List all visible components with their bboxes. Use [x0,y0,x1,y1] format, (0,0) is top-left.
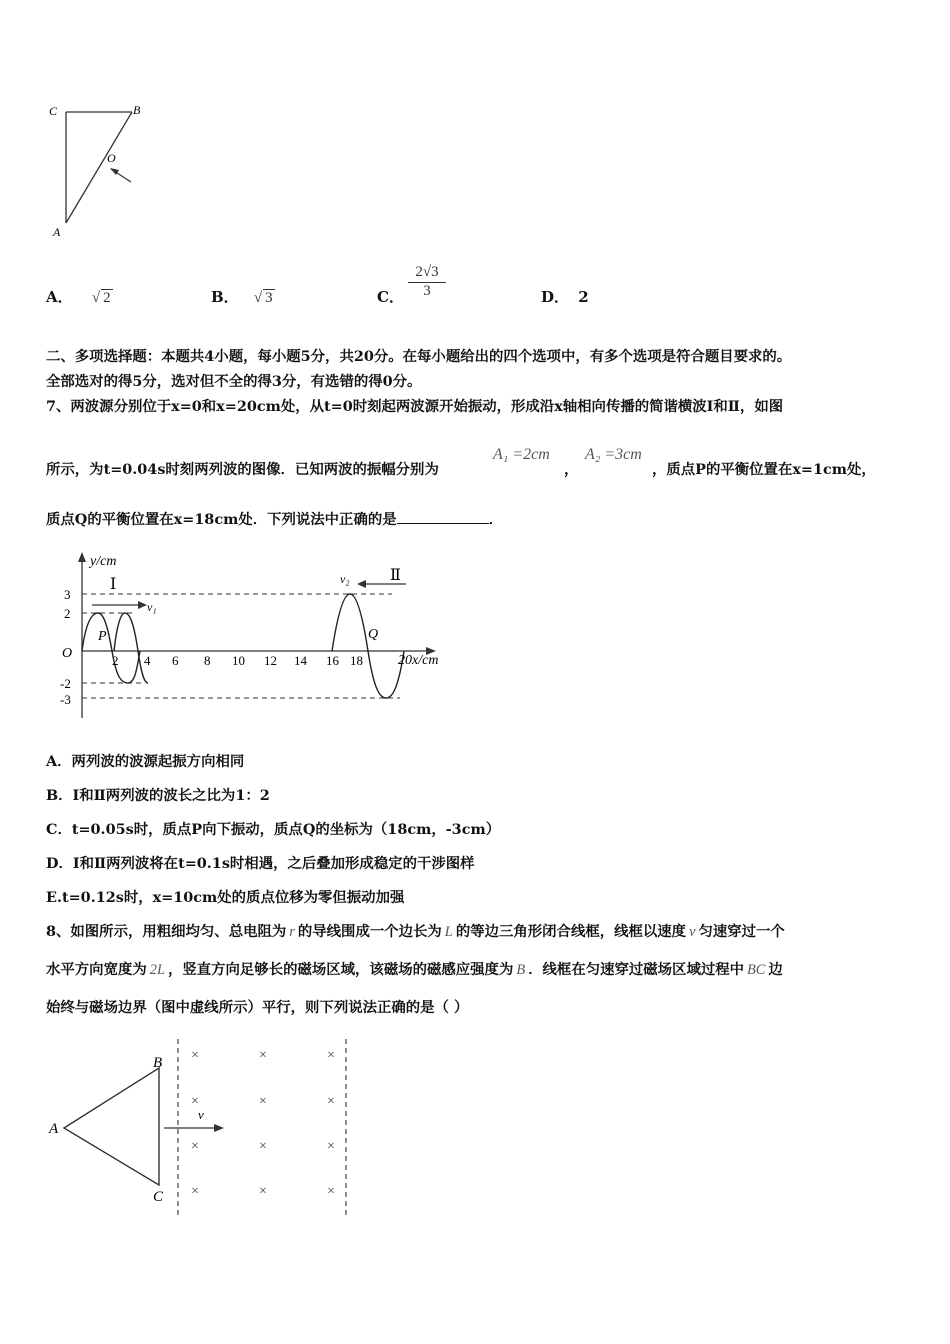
q8-line2-b: ，竖直方向足够长的磁场区域，该磁场的磁感应强度为 [167,961,514,978]
y-axis-label: y/cm [90,554,117,569]
cross: × [191,1094,199,1109]
q6-option-a-value: 2 [103,290,111,306]
q8-l: L [444,924,453,940]
q6-option-c-fraction [408,264,446,300]
cross: × [327,1184,335,1199]
cross: × [327,1139,335,1154]
label-b: B [153,1055,163,1071]
q7-amplitude-a2: A₂ =3cm [585,446,642,463]
cross: × [259,1094,267,1109]
y-tick-neg2: -2 [60,676,71,691]
wave-1-curve [82,613,140,683]
x-tick-8: 8 [204,653,211,668]
cross: × [191,1184,199,1199]
point-q-label: Q [368,627,379,642]
q7-option-b: B．Ⅰ和Ⅱ两列波的波长之比为1：2 [46,787,270,804]
cross: × [191,1139,199,1154]
y-tick-3: 3 [64,587,71,602]
cross: × [259,1048,267,1063]
label-b: B [133,103,141,117]
q6-option-b: B． √ 3 [211,288,273,306]
q6-option-d-label: D． [541,288,570,306]
q7-line2 [46,458,439,479]
q8-line1-d: 匀速穿过一个 [698,923,785,940]
v2-arrowhead [357,580,366,588]
point-p-label: P [98,629,107,644]
q8-2l: 2L [149,962,165,978]
y-axis-arrow [78,552,86,562]
q8-bc: BC [747,962,766,978]
x-tick-10: 10 [232,653,245,668]
label-c: C [153,1189,164,1205]
q7-line3-end: ． [488,511,504,528]
x-tick-18: 18 [350,653,363,668]
label-a: A [53,225,61,239]
q8-r: r [289,924,295,940]
label-o: O [107,151,116,165]
q6-option-d [541,286,589,307]
v1-label: v₁ [147,600,157,614]
q7-line2-post: ，质点P的平衡位置在x=1cm处， [652,461,876,478]
q7-line3-text: 质点Q的平衡位置在x=18cm处．下列说法中正确的是 [46,511,397,528]
q6-option-c-denominator: 3 [423,283,431,299]
x-axis-label: 20x/cm [398,653,439,668]
q7-option-a: A．两列波的波源起振方向相同 [46,753,245,770]
x-tick-6: 6 [172,653,179,668]
y-tick-neg3: -3 [60,692,71,707]
origin-label: O [62,646,73,661]
x-tick-2: 2 [112,653,119,668]
q8-line2-d: 边 [768,961,783,978]
label-a: A [49,1121,59,1137]
q8-b: B [516,962,526,978]
q6-option-a-label: A． [46,288,73,306]
x-tick-12: 12 [264,653,277,668]
q7-option-e: E.t=0.12s时，x=10cm处的质点位移为零但振动加强 [46,889,405,906]
velocity-arrowhead [214,1124,224,1132]
q8-line2 [46,958,783,979]
q6-option-b-label: B． [211,288,239,306]
q7-comma: ， [564,461,579,478]
cross: × [327,1094,335,1109]
q6-option-c-label: C． [377,288,404,306]
q7-line2-pre: 所示，为t=0.04s时刻两列波的图像．已知两波的振幅分别为 [46,461,439,478]
section2-line1: 二、多项选择题：本题共4小题，每小题5分，共20分。在每小题给出的四个选项中，有多个选项是符合题目要求的。 [46,348,792,365]
q8-line2-a: 水平方向宽度为 [46,961,147,978]
cross: × [191,1048,199,1063]
q8-line2-c: ．线框在匀速穿过磁场区域过程中 [528,961,745,978]
q7-option-c: C．t=0.05s时，质点P向下振动，质点Q的坐标为（18cm，-3cm） [46,821,501,838]
x-tick-14: 14 [294,653,307,668]
label-v: v [198,1107,204,1122]
label-c: C [49,104,58,118]
q8-line1-a: 8、如图所示，用粗细均匀、总电阻为 [46,923,287,940]
q7-line1: 7、两波源分别位于x=0和x=20cm处，从t=0时刻起两波源开始振动，形成沿x轴相向传播的简谐横波Ⅰ和Ⅱ，如图 [46,398,784,415]
wave-2-curve [332,594,404,698]
wave-1-fullcurve [114,613,148,683]
q6-option-d-value: 2 [578,288,589,306]
q8-v: v [689,924,696,940]
q8-line1 [46,920,785,941]
y-tick-2: 2 [64,606,71,621]
q7-option-d: D．Ⅰ和Ⅱ两列波将在t=0.1s时相遇，之后叠加形成稳定的干涉图样 [46,855,475,872]
wave-graph [50,548,470,728]
q8-magnetic-field-figure [46,1035,366,1220]
q7-answer-blank [397,509,489,524]
x-tick-16: 16 [326,653,339,668]
q7-line3 [46,508,503,529]
q8-line3: 始终与磁场边界（图中虚线所示）平行，则下列说法正确的是（ ） [46,999,469,1016]
field-crosses [191,1048,335,1199]
triangle-frame [64,1068,159,1185]
cross: × [327,1048,335,1063]
q8-line1-c: 的等边三角形闭合线框，线框以速度 [455,923,687,940]
q6-triangle-figure [40,95,160,245]
v1-arrowhead [138,601,147,609]
cross: × [259,1184,267,1199]
section2-line2: 全部选对的得5分，选对但不全的得3分，有选错的得0分。 [46,373,422,390]
x-tick-4: 4 [144,653,151,668]
wave-1-label: Ⅰ [110,576,117,593]
cross: × [259,1139,267,1154]
v2-label: v₂ [340,572,350,586]
wave-2-label: Ⅱ [390,567,401,584]
edge-ab [66,112,132,223]
q6-option-c-numerator: 2√3 [408,264,446,283]
q6-option-a: A． √ 2 [46,288,111,306]
q6-option-c [377,286,404,307]
q8-line1-b: 的导线围成一个边长为 [297,923,442,940]
q6-option-b-value: 3 [265,290,273,306]
q7-amplitude-a1: A₁ =2cm [493,446,550,463]
